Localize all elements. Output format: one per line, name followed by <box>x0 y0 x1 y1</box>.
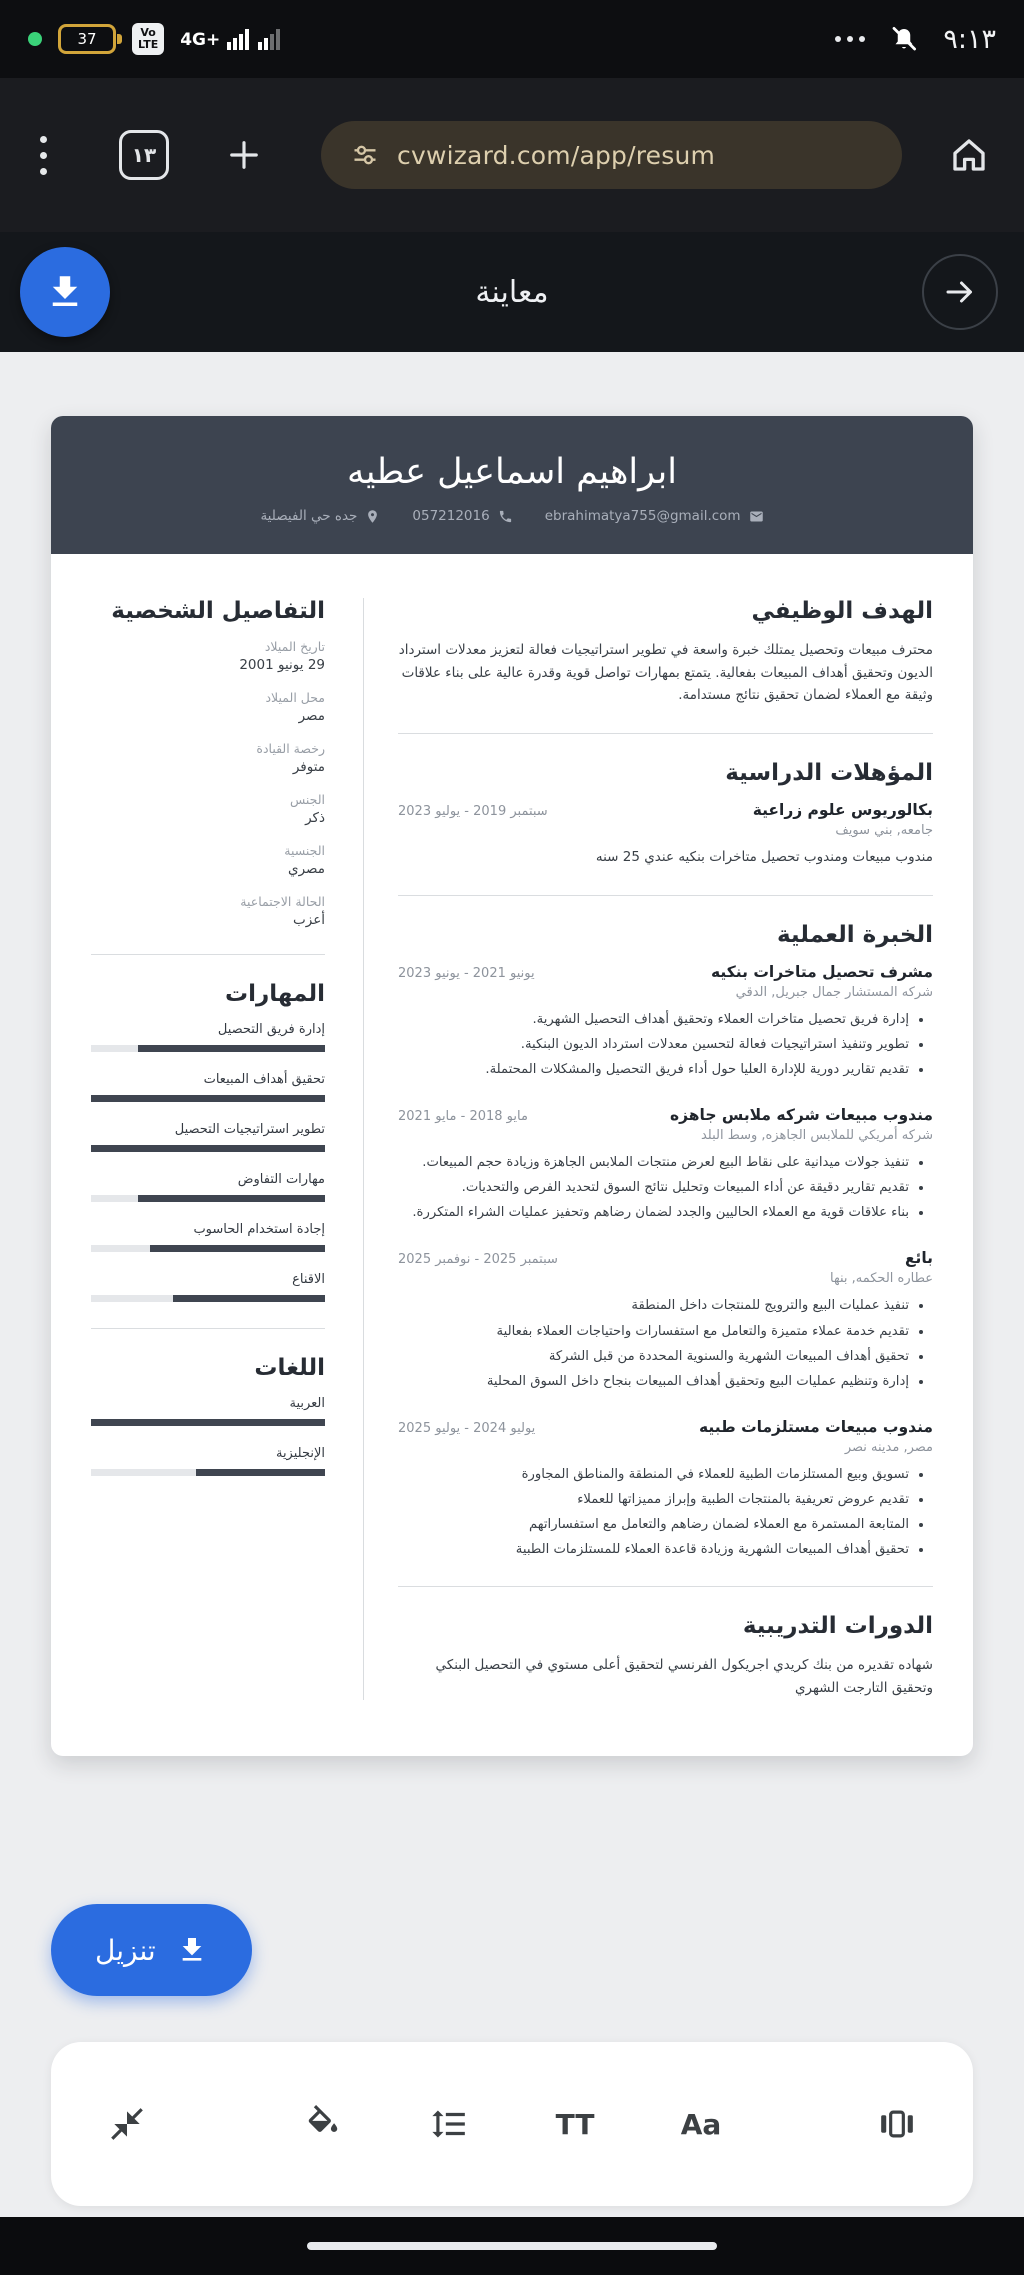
experience-bullet: • تقديم تقارير دقيقة عن أداء المبيعات وتحليل نتائج السوق لتحديد الفرص والتحديات. <box>398 1177 909 1198</box>
cv-main-column <box>363 598 933 1700</box>
font-icon: Aa <box>680 2107 722 2141</box>
volte-icon: Vo LTE <box>132 23 164 54</box>
detail-item <box>91 741 325 775</box>
detail-label: محل الميلاد <box>265 690 325 705</box>
experience-bullet: • تقديم خدمة عملاء متميزة والتعامل مع استفسارات واحتياجات العملاء بفعالية <box>398 1321 909 1342</box>
experience-entry <box>398 963 933 1080</box>
language-item-label: العربية <box>289 1396 325 1411</box>
experience-bullet: • المتابعة المستمرة مع العملاء لضمان رضاهم والتعامل مع استفساراتهم <box>398 1514 909 1535</box>
objective-text: محترف مبيعات وتحصيل يمتلك خبرة واسعة في تطوير استراتيجيات فعالة لتعزيز معدلات استرداد الديون وتحقيق أهداف المبيعات بفعالية. يتمتع بمهارات تواصل قوية وقدرة عالية على بناء علاقات وثيقة مع العملاء لضمان تحقيق نتائج مستدامة. <box>398 642 933 704</box>
detail-value: متوفر <box>292 759 325 775</box>
tab-count: ١٣ <box>131 143 157 167</box>
section-title-experience: الخبرة العملية <box>776 921 933 948</box>
template-layout-button[interactable] <box>869 2096 925 2152</box>
skill-item-bar <box>91 1245 325 1252</box>
download-fab-button[interactable] <box>20 247 110 337</box>
system-nav-bar <box>0 2217 1024 2275</box>
forward-button[interactable] <box>922 254 998 330</box>
experience-bullets <box>398 1009 933 1080</box>
experience-company: شركه أمريكي للملابس الجاهزه, وسط البلد <box>700 1128 933 1144</box>
education-school: جامعه, بني سويف <box>835 823 933 839</box>
personal-details-list <box>91 639 325 928</box>
tab-switcher-button[interactable] <box>119 130 169 180</box>
signal-bars-icon <box>227 28 251 50</box>
experience-bullet: • تنفيذ جولات ميدانية على نقاط البيع لعرض منتجات الملابس الجاهزة وزيادة حجم المبيعات. <box>398 1152 909 1173</box>
status-left-cluster <box>28 23 282 54</box>
detail-value: 29 يونيو 2001 <box>239 657 325 673</box>
battery-percent: 37 <box>77 30 97 48</box>
experience-dates: يوليو 2024 - يوليو 2025 <box>398 1420 536 1436</box>
fill-color-button[interactable] <box>295 2096 351 2152</box>
browser-menu-icon[interactable] <box>34 130 53 181</box>
experience-bullets <box>398 1295 933 1392</box>
site-settings-icon[interactable] <box>351 141 379 169</box>
experience-role: بائع <box>904 1249 933 1268</box>
education-dates: سبتمبر 2019 - يوليو 2023 <box>398 804 548 820</box>
download-icon <box>176 1934 208 1966</box>
detail-label: الجنسية <box>284 843 325 858</box>
email-icon <box>749 509 764 524</box>
experience-company: عطاره الحكمه, بنها <box>830 1271 933 1287</box>
contact-location: جده حي الفيصلية <box>260 508 380 524</box>
url-text: cvwizard.com/app/resum <box>397 140 716 170</box>
detail-label: تاريخ الميلاد <box>264 639 325 654</box>
new-tab-icon[interactable] <box>223 134 265 176</box>
language-item-label: الإنجليزية <box>275 1446 325 1461</box>
experience-list <box>398 963 933 1561</box>
education-section <box>398 760 933 869</box>
experience-entry <box>398 1106 933 1223</box>
skill-item-bar <box>91 1295 325 1302</box>
detail-value: مصر <box>298 708 325 724</box>
experience-bullet: • إدارة فريق تحصيل متاخرات العملاء وتحقيق أهداف التحصيل الشهرية. <box>398 1009 909 1030</box>
cv-name: ابراهيم اسماعيل عطيه <box>347 452 677 492</box>
detail-item <box>91 792 325 826</box>
cv-contact-row <box>75 508 949 524</box>
section-divider <box>398 895 933 896</box>
font-button[interactable] <box>673 2096 729 2152</box>
silent-mode-icon <box>889 24 919 54</box>
section-title-skills: المهارات <box>225 981 325 1007</box>
experience-bullet: • تقديم عروض تعريفية بالمنتجات الطبية وإبراز مميزاتها للعملاء <box>398 1489 909 1510</box>
line-spacing-icon <box>430 2105 468 2143</box>
experience-bullet: • بناء علاقات قوية مع العملاء الحاليين والجدد لضمان رضاهم وتحفيز عمليات الشراء المتكررة. <box>398 1202 909 1223</box>
experience-role: مندوب مبيعات مستلزمات طبيه <box>699 1417 933 1436</box>
clock: ٩:١٣ <box>943 23 996 55</box>
section-title-objective: الهدف الوظيفي <box>751 598 933 624</box>
download-button[interactable] <box>51 1904 252 1996</box>
url-bar[interactable] <box>321 121 902 189</box>
location-pin-icon <box>365 509 380 524</box>
section-divider <box>398 733 933 734</box>
skill-item-label: تطوير استراتيجيات التحصيل <box>174 1122 325 1137</box>
experience-bullet: • تطوير وتنفيذ استراتيجيات فعالة لتحسين معدلات استرداد الديون البنكية. <box>398 1034 909 1055</box>
skill-item-bar <box>91 1195 325 1202</box>
detail-value: أعزب <box>293 912 325 928</box>
cv-header <box>51 416 973 554</box>
skill-item <box>91 1272 325 1302</box>
phone-icon <box>498 509 513 524</box>
download-button-label: تنزيل <box>95 1933 156 1967</box>
text-size-icon: TT <box>555 2107 595 2141</box>
experience-dates: مايو 2018 - مايو 2021 <box>398 1109 528 1125</box>
section-title-personal: التفاصيل الشخصية <box>111 598 325 624</box>
languages-list <box>91 1396 325 1476</box>
experience-bullet: • إدارة وتنظيم عمليات البيع وتحقيق أهداف المبيعات بنجاح داخل السوق المحلية <box>398 1371 909 1392</box>
browser-toolbar <box>0 78 1024 232</box>
app-header <box>0 232 1024 352</box>
collapse-preview-button[interactable] <box>99 2096 155 2152</box>
skill-item-label: الاقناع <box>292 1272 325 1287</box>
skill-item <box>91 1122 325 1152</box>
paint-bucket-icon <box>304 2105 342 2143</box>
experience-bullet: • تحقيق أهداف المبيعات الشهرية والسنوية المحددة من قبل الشركة <box>398 1346 909 1367</box>
skill-item-label: إدارة فريق التحصيل <box>217 1022 325 1037</box>
education-degree: بكالوريوس علوم زراعية <box>752 801 933 820</box>
camera-indicator-dot <box>28 32 42 46</box>
skill-item-bar <box>91 1095 325 1102</box>
experience-dates: يونيو 2021 - يونيو 2023 <box>398 965 535 981</box>
notification-overflow-icon <box>835 36 865 42</box>
detail-item <box>91 639 325 673</box>
skill-item-bar <box>91 1045 325 1052</box>
sidebar-divider <box>91 1328 325 1329</box>
cv-body <box>51 554 973 1756</box>
experience-bullets <box>398 1464 933 1561</box>
language-item-bar <box>91 1419 325 1426</box>
courses-text: شهاده تقديره من بنك كريدي اجريكول الفرنسي لتحقيق أعلى مستوي في التحصيل البنكي وتحقيق التارجت الشهري <box>435 1657 933 1697</box>
detail-label: الجنس <box>289 792 325 807</box>
editor-toolbar <box>51 2042 973 2206</box>
home-icon[interactable] <box>948 134 990 176</box>
language-item-bar <box>91 1469 325 1476</box>
cv-preview-card[interactable] <box>51 416 973 1756</box>
status-right-cluster <box>835 24 996 55</box>
skill-item-bar <box>91 1145 325 1152</box>
experience-role: مشرف تحصيل متاخرات بنكيه <box>711 962 933 981</box>
language-item <box>91 1446 325 1476</box>
home-indicator[interactable] <box>307 2242 717 2250</box>
detail-value: مصري <box>288 861 325 877</box>
detail-label: الحالة الاجتماعية <box>240 894 325 909</box>
section-title-languages: اللغات <box>254 1355 325 1381</box>
arrow-right-icon <box>942 274 978 310</box>
experience-entry <box>398 1418 933 1561</box>
detail-item <box>91 894 325 928</box>
education-entry <box>398 801 933 869</box>
experience-bullet: • تنفيذ عمليات البيع والترويج للمنتجات داخل المنطقة <box>398 1295 909 1316</box>
section-title-courses: الدورات التدريبية <box>742 1613 933 1640</box>
experience-entry <box>398 1249 933 1392</box>
section-divider <box>398 1586 933 1587</box>
education-list <box>398 801 933 869</box>
experience-bullets <box>398 1152 933 1223</box>
contact-email: ebrahimatya755@gmail.com <box>545 508 764 524</box>
skill-item <box>91 1022 325 1052</box>
objective-section <box>398 598 933 707</box>
download-icon <box>44 271 86 313</box>
language-item <box>91 1396 325 1426</box>
collapse-icon <box>108 2105 146 2143</box>
layout-carousel-icon <box>878 2105 916 2143</box>
courses-section <box>398 1613 933 1699</box>
line-spacing-button[interactable] <box>421 2096 477 2152</box>
detail-item <box>91 843 325 877</box>
toolbar-center-group <box>295 2096 729 2152</box>
cv-sidebar-column <box>91 598 363 1700</box>
text-size-button[interactable] <box>547 2096 603 2152</box>
skills-list <box>91 1022 325 1302</box>
status-bar <box>0 0 1024 78</box>
skill-item <box>91 1072 325 1102</box>
network-indicator <box>180 28 282 50</box>
experience-bullet: • تحقيق أهداف المبيعات الشهرية وزيادة قاعدة العملاء للمستلزمات الطبية <box>398 1539 909 1560</box>
experience-company: مصر, مدينه نصر <box>844 1439 933 1455</box>
experience-bullet: • تقديم تقارير دورية للإدارة العليا حول أداء فريق التحصيل والمشكلات المحتملة. <box>398 1059 909 1080</box>
signal-bars-icon-2 <box>258 28 282 50</box>
skill-item-label: إجادة استخدام الحاسوب <box>193 1222 325 1237</box>
skill-item <box>91 1172 325 1202</box>
page-title: معاينة <box>475 274 549 310</box>
detail-label: رخصة القيادة <box>256 741 325 756</box>
education-note: مندوب مبيعات ومندوب تحصيل متاخرات بنكيه عندي 25 سنه <box>595 849 933 866</box>
experience-company: شركه المستشار جمال جبريل, الدقي <box>735 984 933 1000</box>
experience-section <box>398 922 933 1561</box>
detail-item <box>91 690 325 724</box>
section-title-education: المؤهلات الدراسية <box>725 760 933 787</box>
experience-bullet: • تسويق وبيع المستلزمات الطبية للعملاء في المنطقة والمناطق المجاورة <box>398 1464 909 1485</box>
detail-value: ذكر <box>305 810 325 826</box>
battery-icon <box>58 24 116 54</box>
experience-dates: سبتمبر 2025 - نوفمبر 2025 <box>398 1252 558 1268</box>
experience-role: مندوب مبيعات شركه ملابس جاهزه <box>670 1106 933 1125</box>
sidebar-divider <box>91 954 325 955</box>
contact-phone: 057212016 <box>412 508 512 524</box>
skill-item-label: تحقيق أهداف المبيعات <box>203 1072 325 1087</box>
skill-item <box>91 1222 325 1252</box>
skill-item-label: مهارات التفاوض <box>237 1172 325 1187</box>
network-type-label: 4G+ <box>180 30 221 50</box>
